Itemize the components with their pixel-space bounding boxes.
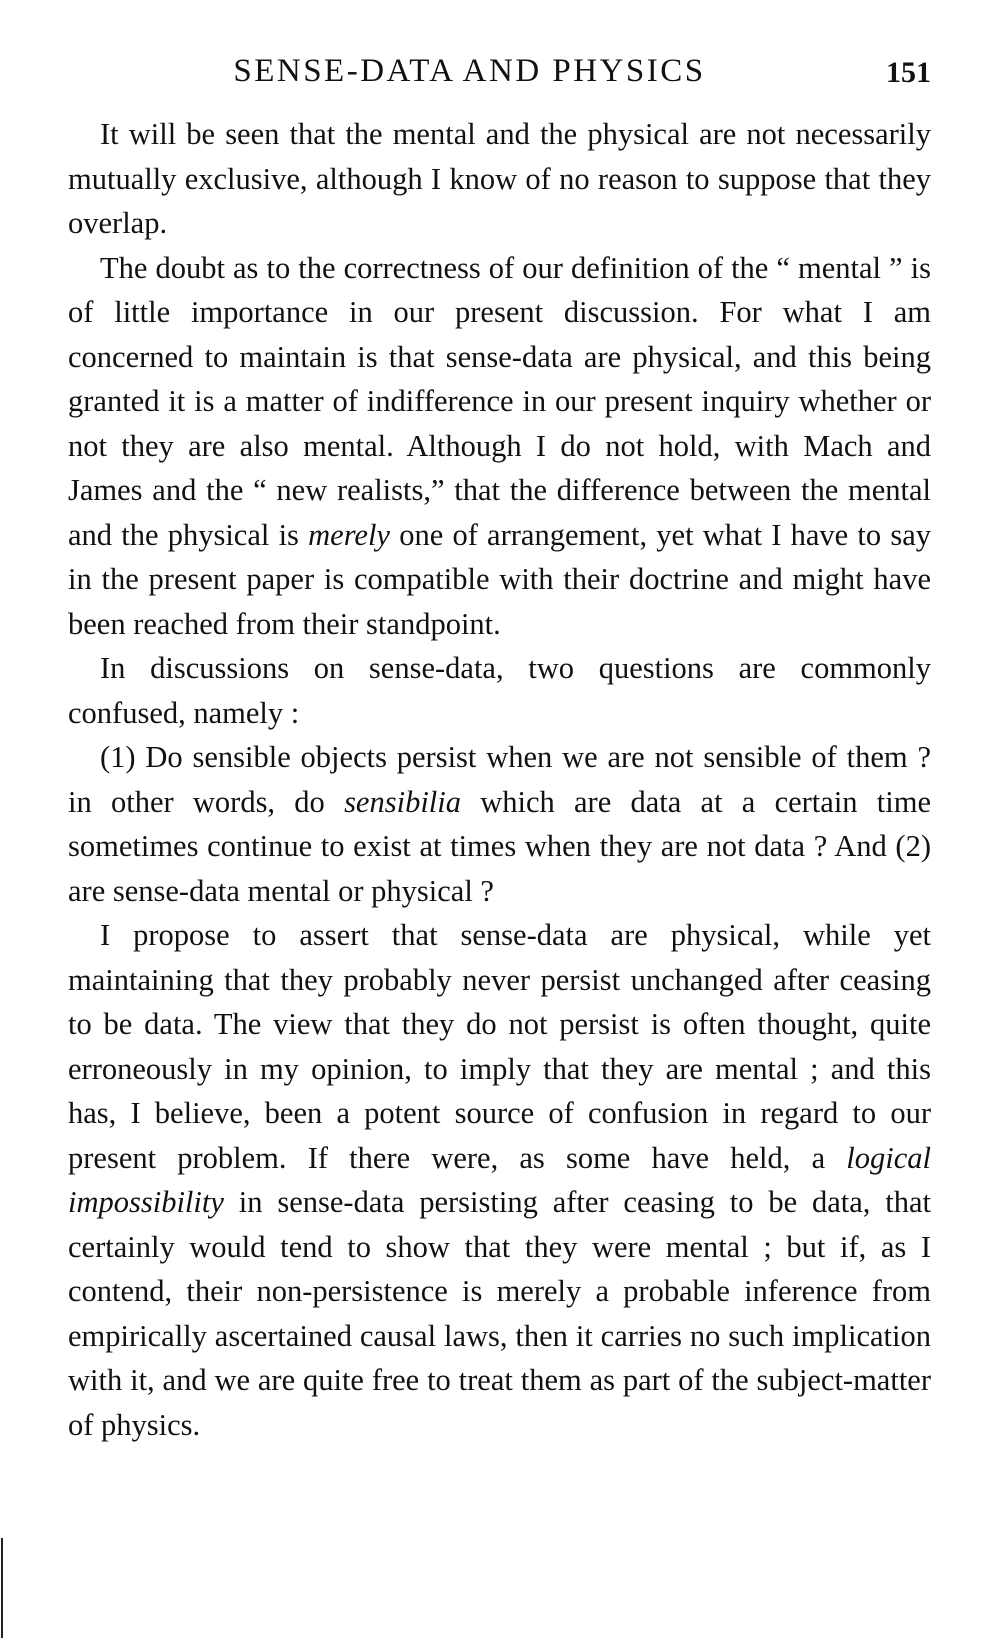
italic-text: merely xyxy=(308,517,390,552)
paragraph xyxy=(68,112,931,246)
running-title: SENSE-DATA AND PHYSICS xyxy=(233,53,706,89)
text-run: (1) Do sensible objects persist when we are not sensible of them ? in other words, do xyxy=(68,740,931,819)
page-number: 151 xyxy=(886,56,931,89)
book-page xyxy=(68,50,931,1447)
paragraph xyxy=(68,246,931,647)
scan-edge-mark xyxy=(1,1538,3,1638)
paragraph xyxy=(68,735,931,913)
italic-text: logical impossibility xyxy=(68,1140,931,1219)
text-run: which are data at a certain time sometimes continue to exist at times when they are not data ? And (2) are sense-data mental or physical ? xyxy=(68,784,931,908)
paragraph xyxy=(68,646,931,735)
text-run: one of arrangement, yet what I have to say in the present paper is compatible with their doctrine and might have been reached from their standpoint. xyxy=(68,517,931,641)
italic-text: sensibilia xyxy=(344,784,461,819)
body-text xyxy=(68,112,931,1447)
text-run: In discussions on sense-data, two questions are commonly confused, namely : xyxy=(68,651,931,730)
text-run: I propose to assert that sense-data are physical, while yet maintaining that they probably never persist unchanged after ceasing to be data. The view that they do not persist is often thought, quite erroneously in my opinion, to imply that they are mental ; and this has, I believe, been a potent source of confusion in regard to our present problem. If there were, as some have held, a xyxy=(68,918,931,1175)
text-run: in sense-data persisting after ceasing to be data, that certainly would tend to show that they were mental ; but if, as I contend, their non-persistence is merely a probable inference from empirically ascertained causal laws, then it carries no such implication with it, and we are quite free to treat them as part of the subject-matter of physics. xyxy=(68,1185,931,1442)
running-head xyxy=(68,50,931,100)
paragraph xyxy=(68,913,931,1447)
text-run: The doubt as to the correctness of our definition of the “ mental ” is of little importance in our present discussion. For what I am concerned to maintain is that sense-data are physical, and this being granted it is a matter of indifference in our present inquiry whether or not they are also mental. Although I do not hold, with Mach and James and the “ new realists,” that the difference between the mental and the physical is xyxy=(68,250,931,552)
text-run: It will be seen that the mental and the physical are not necessarily mutually exclusive, although I know of no reason to suppose that they overlap. xyxy=(68,117,931,240)
